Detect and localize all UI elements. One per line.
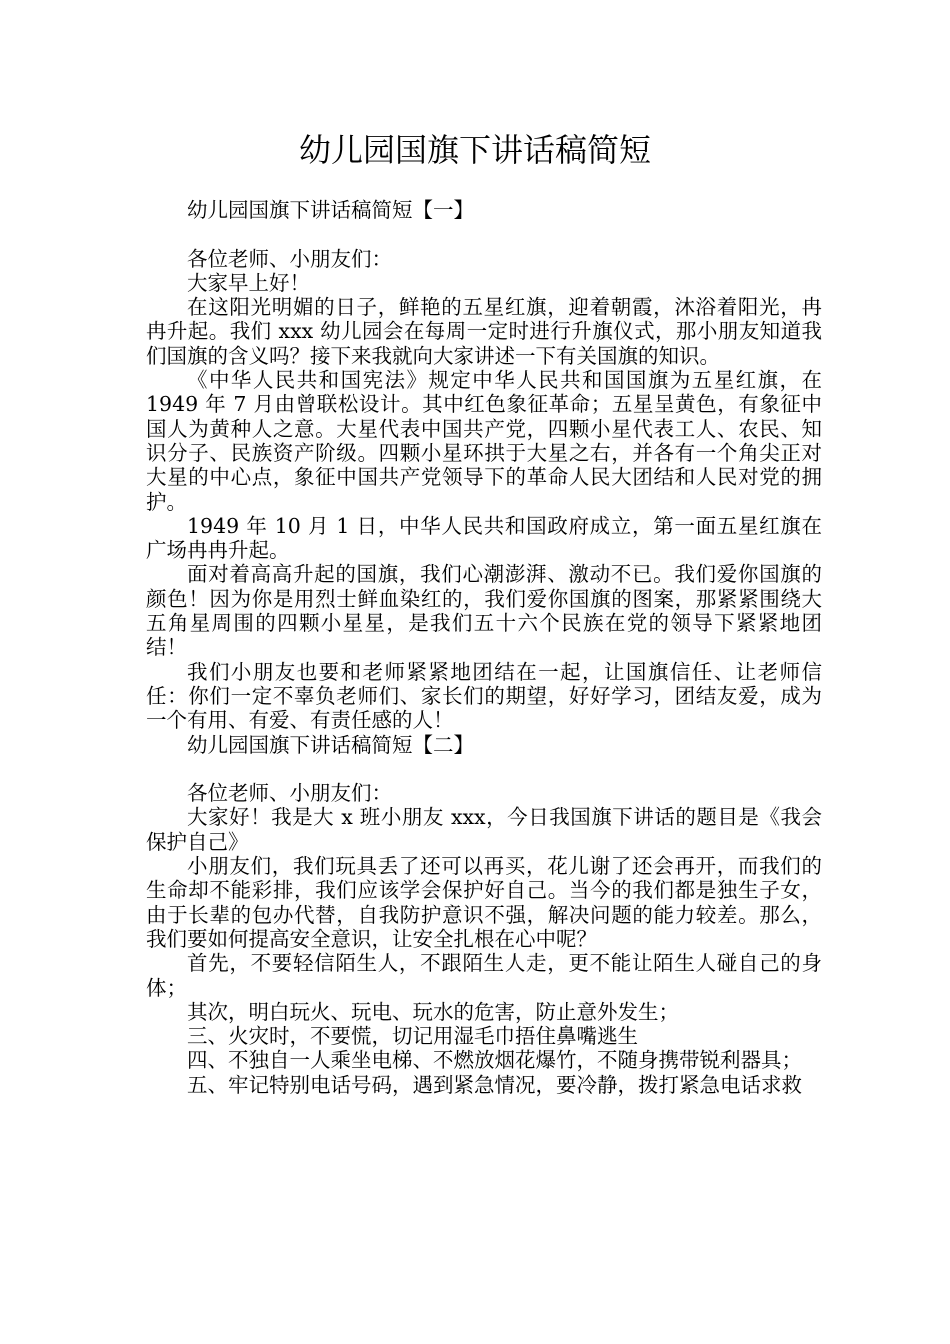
- paragraph: 首先，不要轻信陌生人，不跟陌生人走，更不能让陌生人碰自己的身体；: [146, 951, 822, 1000]
- paragraph: 1949 年 10 月 1 日，中华人民共和国政府成立，第一面五星红旗在广场冉冉升起。: [146, 513, 822, 563]
- paragraph: 在这阳光明媚的日子，鲜艳的五星红旗，迎着朝霞，沐浴着阳光，冉冉升起。我们 xxx 幼儿园会在每周一定时进行升旗仪式，那小朋友知道我们国旗的含义吗？接下来我就向大家讲述一下有关国旗的知识。: [146, 295, 822, 368]
- paragraph: 三、火灾时，不要慌，切记用湿毛巾捂住鼻嘴逃生: [187, 1024, 638, 1049]
- paragraph: 各位老师、小朋友们：: [187, 246, 392, 271]
- paragraph: 各位老师、小朋友们：: [187, 781, 392, 806]
- paragraph: 大家好！我是大 x 班小朋友 xxx，今日我国旗下讲话的题目是《我会保护自己》: [146, 805, 822, 854]
- paragraph: 四、不独自一人乘坐电梯、不燃放烟花爆竹，不随身携带锐利器具；: [187, 1048, 802, 1073]
- document-body: [146, 198, 822, 1097]
- paragraph: 面对着高高升起的国旗，我们心潮澎湃、激动不已。我们爱你国旗的颜色！因为你是用烈士鲜血染红的，我们爱你国旗的图案，那紧紧围绕大五角星周围的四颗小星星，是我们五十六个民族在党的领导下紧紧地团结！: [146, 562, 822, 660]
- paragraph: 小朋友们，我们玩具丢了还可以再买，花儿谢了还会再开，而我们的生命却不能彩排，我们应该学会保护好自己。当今的我们都是独生子女，由于长辈的包办代替，自我防护意识不强，解决问题的能力较差。那么，我们要如何提高安全意识，让安全扎根在心中呢？: [146, 854, 822, 951]
- paragraph: 我们小朋友也要和老师紧紧地团结在一起，让国旗信任、让老师信任：你们一定不辜负老师们、家长们的期望，好好学习，团结友爱，成为一个有用、有爱、有责任感的人！: [146, 659, 822, 733]
- paragraph: 五、牢记特别电话号码，遇到紧急情况，要冷静，拨打紧急电话求救: [187, 1072, 802, 1097]
- paragraph: 《中华人民共和国宪法》规定中华人民共和国国旗为五星红旗，在 1949 年 7 月由曾联松设计。其中红色象征革命；五星呈黄色，有象征中国人为黄种人之意。大星代表中国共产党，四颗小星代表工人、农民、知识分子、民族资产阶级。四颗小星环拱于大星之右，并各有一个角尖正对大星的中心点，象征中国共产党领导下的革命人民大团结和人民对党的拥护。: [146, 368, 822, 514]
- document-title: 幼儿园国旗下讲话稿简短: [298, 131, 651, 169]
- section-heading: 幼儿园国旗下讲话稿简短【二】: [187, 732, 474, 757]
- section-heading: 幼儿园国旗下讲话稿简短【一】: [187, 198, 474, 222]
- paragraph: 其次，明白玩火、玩电、玩水的危害，防止意外发生；: [187, 999, 679, 1024]
- blank-line: [146, 757, 822, 781]
- blank-line: [146, 222, 822, 246]
- paragraph: 大家早上好！: [187, 270, 310, 295]
